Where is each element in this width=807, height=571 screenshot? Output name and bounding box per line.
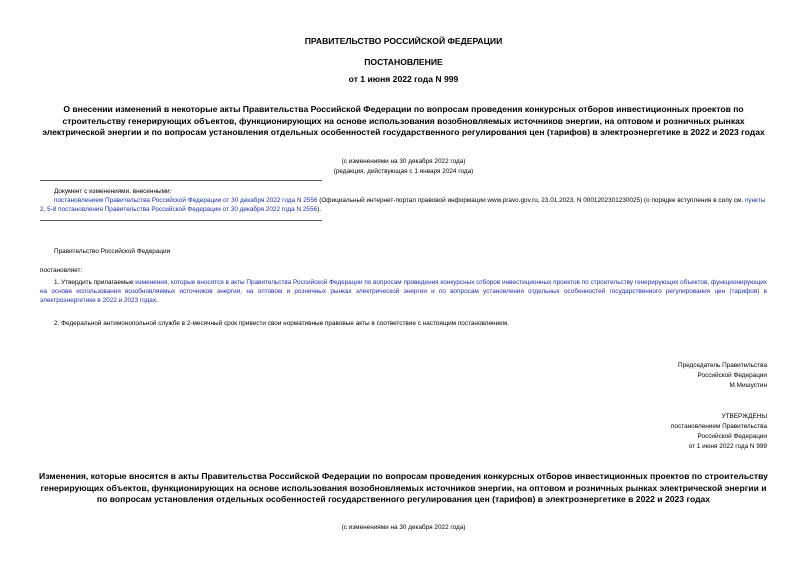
document-type-heading: ПОСТАНОВЛЕНИЕ [364, 57, 443, 67]
paragraph-1-suffix: . [156, 297, 158, 304]
decrees-line: постановляет: [40, 267, 83, 274]
approval-stamp: УТВЕРЖДЕНЫ [721, 413, 767, 420]
divider-bottom [40, 220, 322, 221]
paragraph-1 [40, 278, 767, 305]
entry-into-force-link[interactable]: пункты 2, 5-8 постановления Правительства Российской Федерации от 30 декабря 2022 года N 2556 [40, 197, 766, 213]
paragraph-1-prefix: 1. Утвердить прилагаемые [54, 279, 136, 286]
amendments-note: (с изменениями на 30 декабря 2022 года) [341, 158, 466, 165]
signature-name: М.Мишустин [729, 382, 767, 389]
approval-date-number: от 1 июня 2022 года N 999 [688, 443, 767, 450]
document-date-number: от 1 июня 2022 года N 999 [348, 74, 459, 84]
appendix-amendments-note: (с изменениями на 30 декабря 2022 года) [341, 524, 466, 531]
appendix-title: Изменения, которые вносятся в акты Правительства Российской Федерации по вопросам проведения конкурсных отборов инвестиционных проектов по строительству генерирующих объектов, функционирующих на основе использования возобновляемых источников энергии, на оптовом и розничных рынках электрической энергии и по вопросам установления отдельных особенностей государственного регулирования цен (тарифов) в электроэнергетике в 2022 и 2023 годах [39, 471, 768, 505]
amending-decree-link[interactable]: постановлением Правительства Российской Федерации от 30 декабря 2022 года N 2556 [54, 197, 318, 204]
signature-position: Председатель Правительства [678, 362, 767, 369]
paragraph-2: 2. Федеральной антимонопольной службе в 2-месячный срок привести свои нормативные правовые акты в соответствие с настоящим постановлением. [54, 320, 509, 327]
divider-top [40, 180, 322, 181]
approval-organization: Российской Федерации [697, 433, 767, 440]
edition-note: (редакция, действующая с 1 января 2024 года) [333, 168, 474, 175]
approval-by: постановлением Правительства [671, 423, 767, 430]
signature-organization: Российской Федерации [697, 372, 767, 379]
publication-info: (Официальный интернет-портал правовой информации www.pravo.gov.ru, 23.01.2023, N 0001202301230025) (о порядке вступления в силу см. [317, 197, 745, 204]
changes-box-text [40, 196, 767, 214]
issuer-line: Правительство Российской Федерации [54, 248, 171, 255]
government-heading: ПРАВИТЕЛЬСТВО РОССИЙСКОЙ ФЕДЕРАЦИИ [304, 36, 503, 46]
changes-box-intro: Документ с изменениями, внесенными: [54, 188, 172, 195]
document-title: О внесении изменений в некоторые акты Правительства Российской Федерации по вопросам проведения конкурсных отборов инвестиционных проектов по строительству генерирующих объектов, функционирующих на основе использования возобновляемых источников энергии, на оптовом и розничных рынках электрической энергии и по вопросам установления отдельных особенностей государственного регулирования цен (тарифов) в электроэнергетике в 2022 и 2023 годах [42, 104, 765, 138]
changes-box-closing: ). [317, 206, 321, 213]
approved-changes-link[interactable]: изменения, которые вносятся в акты Правительства Российской Федерации по вопросам проведения конкурсных отборов инвестиционных проектов по строительству генерирующих объектов, функционирующих на основе использования возобновляемых источников энергии, на оптовом и розничных рынках электрической энергии и по вопросам установления отдельных особенностей государственного регулирования цен (тарифов) в электроэнергетике в 2022 и 2023 годах [40, 279, 767, 304]
